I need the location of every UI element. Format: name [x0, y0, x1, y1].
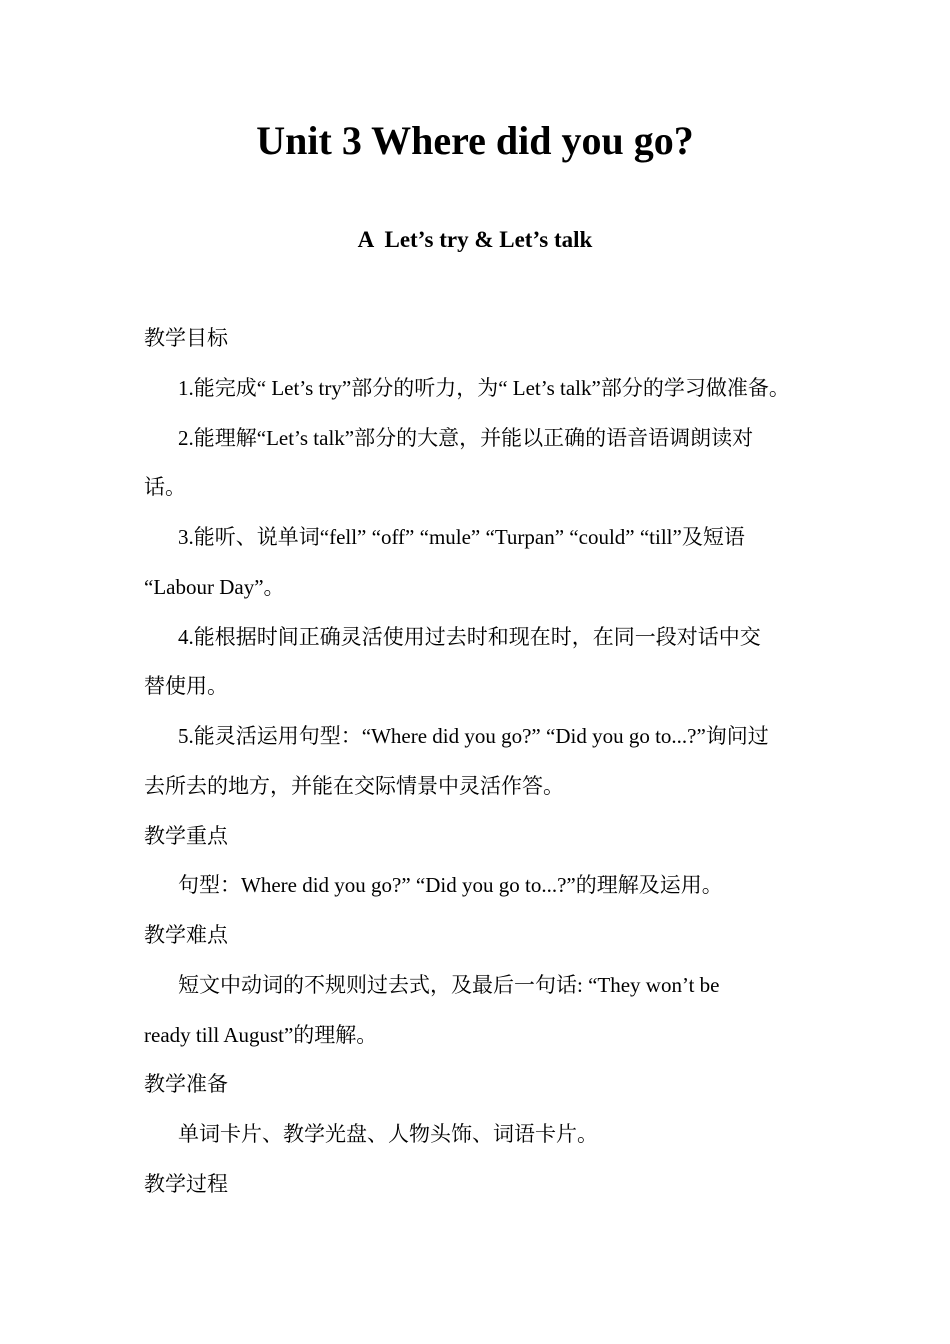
section-heading-key-points: 教学重点	[144, 824, 228, 848]
objective-line: 1.能完成“ Let’s try”部分的听力，为“ Let’s talk”部分的学习做准备。	[178, 376, 790, 400]
document-subtitle: A Let’s try & Let’s talk	[357, 227, 593, 252]
document-title: Unit 3 Where did you go?	[256, 118, 694, 163]
objective-line: 话。	[144, 475, 186, 499]
objective-line: 替使用。	[144, 674, 228, 698]
difficulty-line: ready till August”的理解。	[144, 1023, 378, 1047]
objective-line: 去所去的地方，并能在交际情景中灵活作答。	[144, 774, 564, 798]
objective-line: 5.能灵活运用句型：“Where did you go?” “Did you go to...?”询问过	[178, 724, 769, 748]
objective-line: 3.能听、说单词“fell” “off” “mule” “Turpan” “could” “till”及短语	[178, 525, 745, 549]
difficulty-line: 短文中动词的不规则过去式，及最后一句话: “They won’t be	[178, 973, 720, 997]
section-heading-difficulties: 教学难点	[144, 923, 228, 947]
objective-line: 4.能根据时间正确灵活使用过去时和现在时，在同一段对话中交	[178, 625, 761, 649]
section-heading-process: 教学过程	[144, 1172, 228, 1196]
objective-line: “Labour Day”。	[144, 575, 285, 599]
key-point-line: 句型：Where did you go?” “Did you go to...?”的理解及运用。	[178, 873, 723, 897]
objective-line: 2.能理解“Let’s talk”部分的大意，并能以正确的语音语调朗读对	[178, 426, 754, 450]
preparation-line: 单词卡片、教学光盘、人物头饰、词语卡片。	[178, 1122, 598, 1146]
section-heading-objectives: 教学目标	[144, 326, 228, 350]
section-heading-preparation: 教学准备	[144, 1072, 228, 1096]
